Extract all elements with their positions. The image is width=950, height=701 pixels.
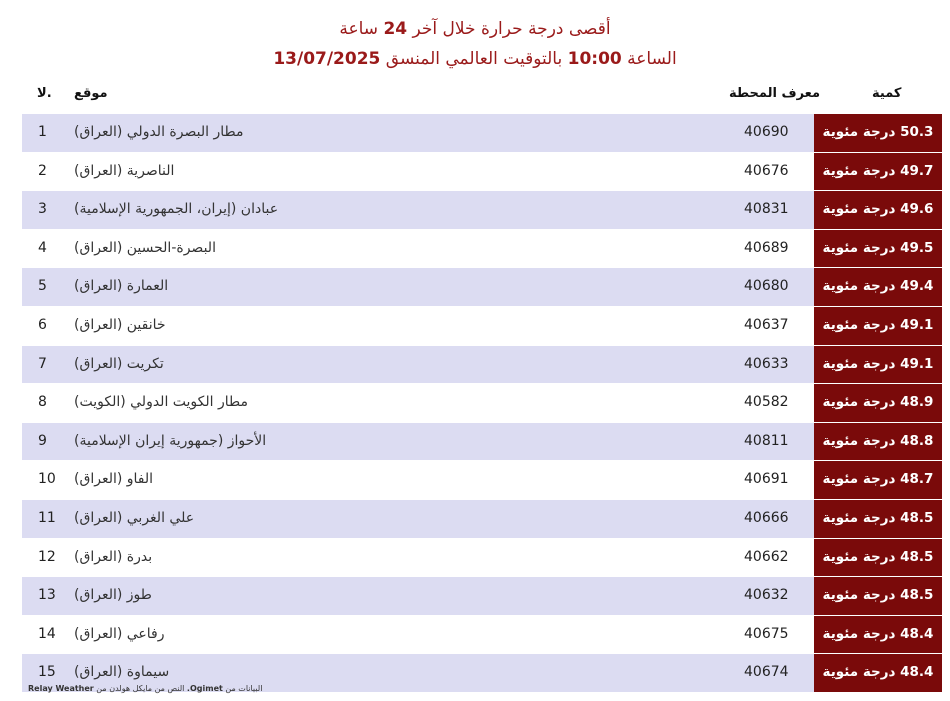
row-station-id: 40666 xyxy=(744,509,789,526)
table-row xyxy=(22,307,942,346)
row-location: خانقين (العراق) xyxy=(74,316,166,333)
header-quantity: كمية xyxy=(872,86,902,101)
table-row xyxy=(22,268,942,307)
row-location: الأحواز (جمهورية إيران الإسلامية) xyxy=(74,432,267,449)
row-number: 11 xyxy=(38,509,56,526)
header-location: موقع xyxy=(74,86,108,101)
row-location: رفاعي (العراق) xyxy=(74,625,165,642)
row-location: الفاو (العراق) xyxy=(74,471,154,488)
title-line1-suffix: ساعة xyxy=(339,19,379,39)
footer-text-1: البيانات من xyxy=(225,684,263,693)
row-temperature-value: 48.4 درجة مئوية xyxy=(814,654,942,692)
row-number: 8 xyxy=(38,394,47,411)
row-location: طوز (العراق) xyxy=(74,587,152,604)
row-temperature-value: 48.4 درجة مئوية xyxy=(814,616,942,654)
row-number: 15 xyxy=(38,664,56,681)
row-number: 4 xyxy=(38,239,47,256)
table-row xyxy=(22,346,942,385)
row-station-id: 40831 xyxy=(744,201,789,218)
row-location: سيماوة (العراق) xyxy=(74,664,170,681)
row-number: 5 xyxy=(38,278,47,295)
row-temperature-value: 48.9 درجة مئوية xyxy=(814,384,942,422)
row-station-id: 40582 xyxy=(744,394,789,411)
row-number: 14 xyxy=(38,625,56,642)
row-temperature-value: 49.1 درجة مئوية xyxy=(814,346,942,384)
row-temperature-value: 50.3 درجة مئوية xyxy=(814,114,942,152)
row-number: 1 xyxy=(38,124,47,140)
row-station-id: 40680 xyxy=(744,278,789,295)
row-number: 3 xyxy=(38,201,47,218)
table-row xyxy=(22,577,942,616)
row-location: بدرة (العراق) xyxy=(74,548,153,565)
table-row xyxy=(22,114,942,153)
row-temperature-value: 48.5 درجة مئوية xyxy=(814,500,942,538)
row-station-id: 40691 xyxy=(744,471,789,488)
table-row xyxy=(22,500,942,539)
title-block xyxy=(0,14,950,74)
row-location: عبادان (إيران، الجمهورية الإسلامية) xyxy=(74,201,279,218)
table-row xyxy=(22,423,942,462)
title-line1-hours: 24 xyxy=(383,19,408,39)
row-station-id: 40632 xyxy=(744,587,789,604)
row-temperature-value: 49.4 درجة مئوية xyxy=(814,268,942,306)
row-location: العمارة (العراق) xyxy=(74,278,169,295)
row-location: الناصرية (العراق) xyxy=(74,162,175,179)
row-temperature-value: 49.5 درجة مئوية xyxy=(814,230,942,268)
footer-source-2: Relay Weather xyxy=(28,684,94,693)
row-station-id: 40675 xyxy=(744,625,789,642)
title-time: 10:00 xyxy=(567,49,622,69)
row-temperature-value: 48.8 درجة مئوية xyxy=(814,423,942,461)
row-location: علي الغربي (العراق) xyxy=(74,509,195,526)
title-line1-prefix: أقصى درجة حرارة خلال آخر xyxy=(412,19,611,39)
table-row xyxy=(22,230,942,269)
header-no: لا. xyxy=(37,86,52,101)
row-station-id: 40811 xyxy=(744,432,789,449)
temperature-table xyxy=(22,114,942,693)
title-date: 13/07/2025 xyxy=(273,49,381,69)
row-temperature-value: 48.7 درجة مئوية xyxy=(814,461,942,499)
row-number: 10 xyxy=(38,471,56,488)
row-number: 13 xyxy=(38,587,56,604)
title-line2-prefix: الساعة xyxy=(627,49,677,69)
row-number: 9 xyxy=(38,432,47,449)
table-row xyxy=(22,616,942,655)
row-location: مطار الكويت الدولي (الكويت) xyxy=(74,394,249,411)
row-station-id: 40637 xyxy=(744,316,789,333)
table-row xyxy=(22,153,942,192)
row-station-id: 40674 xyxy=(744,664,789,681)
row-station-id: 40633 xyxy=(744,355,789,372)
title-line2-mid: بالتوقيت العالمي المنسق xyxy=(385,49,563,69)
row-station-id: 40690 xyxy=(744,124,789,140)
header-station: معرف المحطة xyxy=(729,86,821,101)
footer-text-2: النص من مايكل هولدن من xyxy=(96,684,185,693)
row-number: 7 xyxy=(38,355,47,372)
table-row xyxy=(22,461,942,500)
row-temperature-value: 49.7 درجة مئوية xyxy=(814,153,942,191)
row-location: البصرة-الحسين (العراق) xyxy=(74,239,216,256)
row-temperature-value: 48.5 درجة مئوية xyxy=(814,577,942,615)
row-number: 12 xyxy=(38,548,56,565)
row-temperature-value: 49.1 درجة مئوية xyxy=(814,307,942,345)
title-line-2 xyxy=(0,44,950,74)
row-location: مطار البصرة الدولي (العراق) xyxy=(74,124,244,140)
table-row xyxy=(22,384,942,423)
table-row xyxy=(22,191,942,230)
row-station-id: 40662 xyxy=(744,548,789,565)
table-header xyxy=(22,84,942,106)
row-temperature-value: 48.5 درجة مئوية xyxy=(814,539,942,577)
footer-source-1: Ogimet. xyxy=(186,684,223,693)
title-line-1 xyxy=(0,14,950,44)
row-station-id: 40676 xyxy=(744,162,789,179)
row-temperature-value: 49.6 درجة مئوية xyxy=(814,191,942,229)
table-row xyxy=(22,539,942,578)
row-location: تكريت (العراق) xyxy=(74,355,164,372)
row-number: 6 xyxy=(38,316,47,333)
row-station-id: 40689 xyxy=(744,239,789,256)
footer-credits xyxy=(28,684,262,693)
row-number: 2 xyxy=(38,162,47,179)
